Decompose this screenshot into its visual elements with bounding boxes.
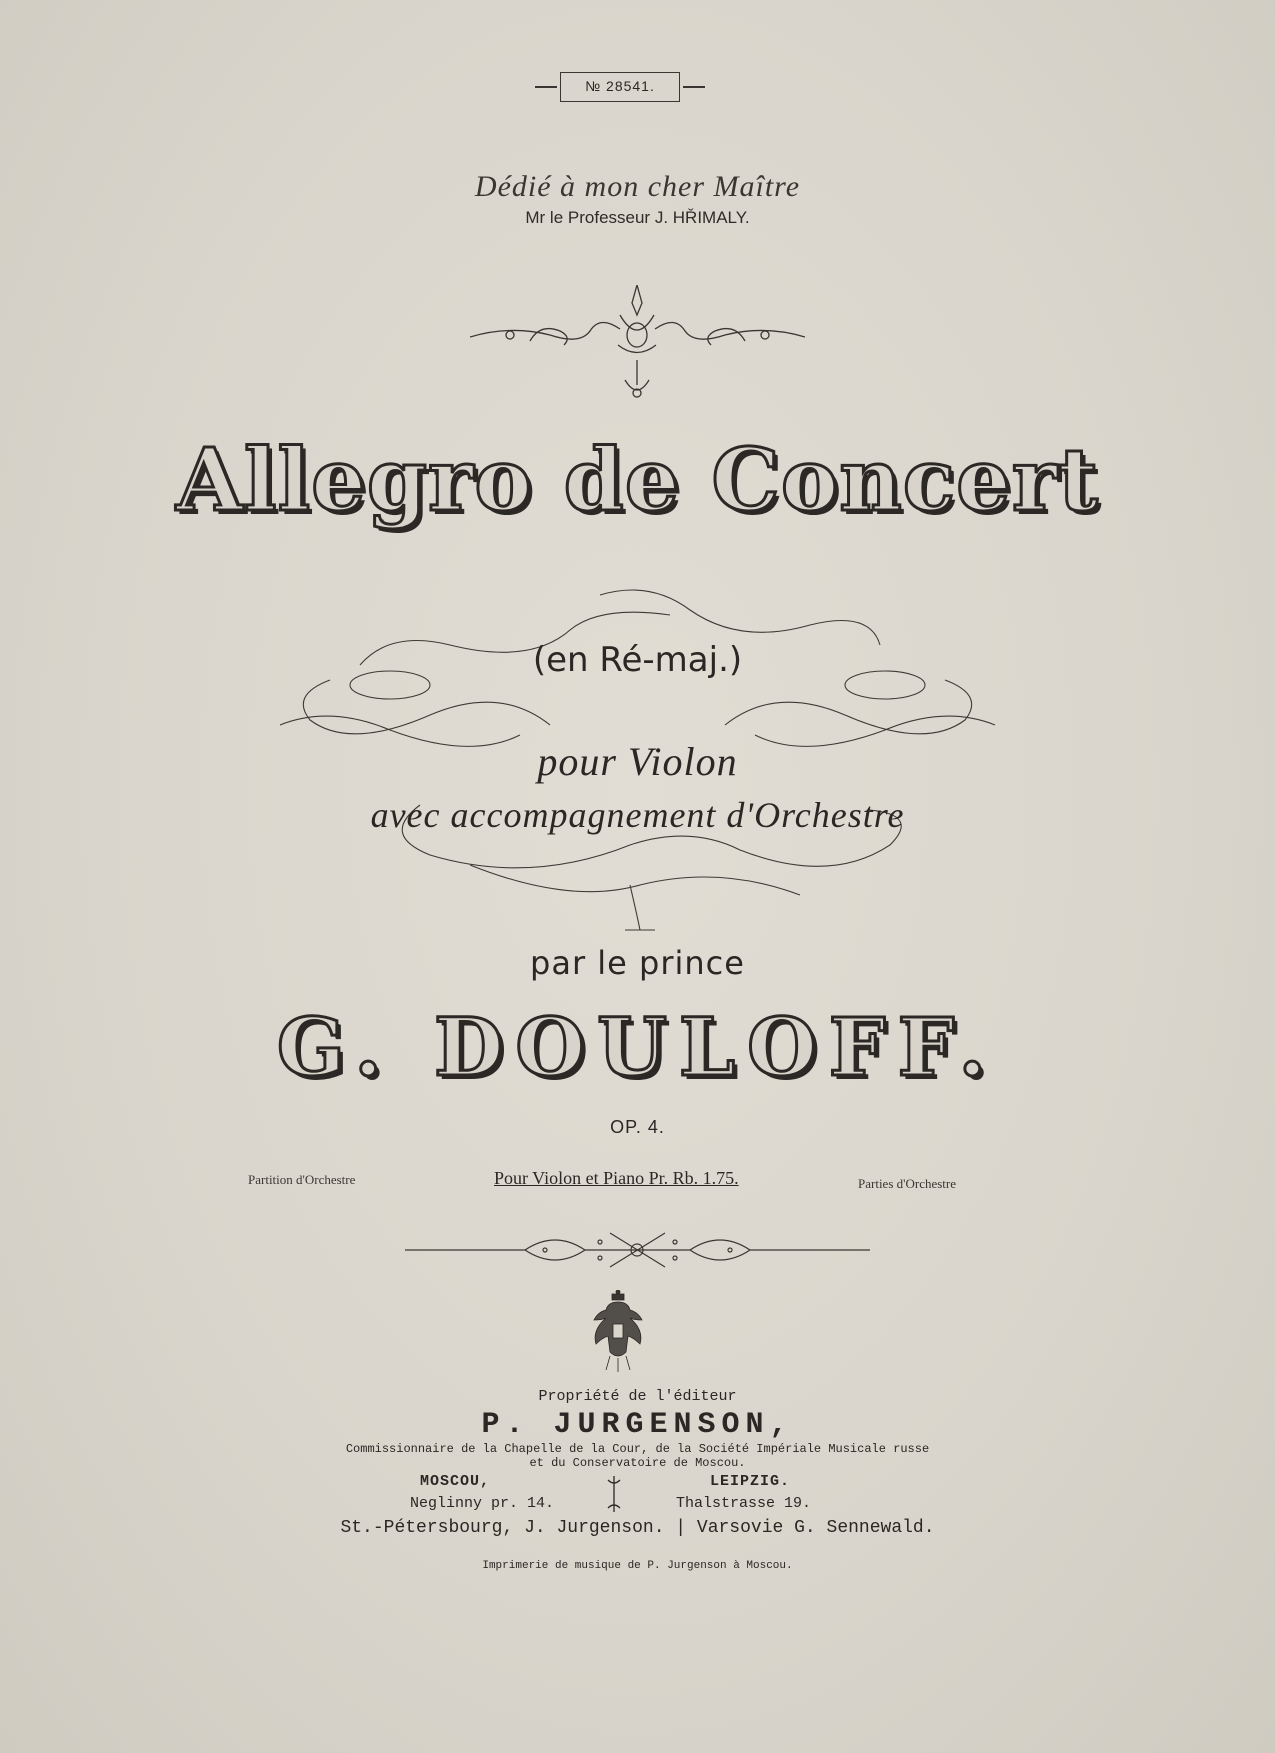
edition-parts: Parties d'Orchestre: [858, 1176, 957, 1191]
opus-number: OP. 4.: [610, 1117, 665, 1137]
edition-score: Partition d'Orchestre: [248, 1172, 356, 1187]
accompaniment-line: avec accompagnement d'Orchestre: [370, 795, 905, 835]
address-moscow: Neglinny pr. 14.: [410, 1495, 555, 1512]
imperial-eagle-emblem: [588, 1290, 648, 1375]
commission-line-1: Commissionnaire de la Chapelle de la Cour, de la Société Impériale Musicale russe: [345, 1442, 930, 1456]
rule-ornament: [405, 1225, 870, 1275]
publisher-name: P. JURGENSON,: [481, 1408, 794, 1442]
edition-violin-piano: Pour Violon et Piano Pr. Rb. 1.75.: [494, 1168, 739, 1188]
dedication-line: Dédié à mon cher Maître: [474, 170, 801, 203]
commission-line-2: et du Conservatoire de Moscou.: [529, 1456, 746, 1470]
printer-line: Imprimerie de musique de P. Jurgenson à Moscou.: [482, 1560, 793, 1572]
anchor-divider-icon: [604, 1474, 624, 1514]
city-leipzig: LEIPZIG.: [710, 1473, 791, 1490]
address-leipzig: Thalstrasse 19.: [676, 1495, 812, 1512]
work-title: Allegro de Concert: [176, 430, 1099, 531]
property-line: Propriété de l'éditeur: [538, 1388, 737, 1405]
instrument-line: pour Violon: [537, 739, 738, 784]
by-line: par le prince: [530, 944, 745, 982]
plate-number: № 28541.: [560, 72, 680, 102]
composer-name: G. DOULOFF.: [276, 1000, 999, 1094]
fleuron-ornament-top: [470, 285, 805, 405]
branches-line: St.-Pétersbourg, J. Jurgenson. | Varsovie G. Sennewald.: [340, 1518, 935, 1538]
city-moscow: MOSCOU,: [420, 1473, 491, 1490]
key-signature: (en Ré-maj.): [532, 640, 743, 680]
dedicatee-line: Mr le Professeur J. HŘIMALY.: [525, 208, 750, 227]
